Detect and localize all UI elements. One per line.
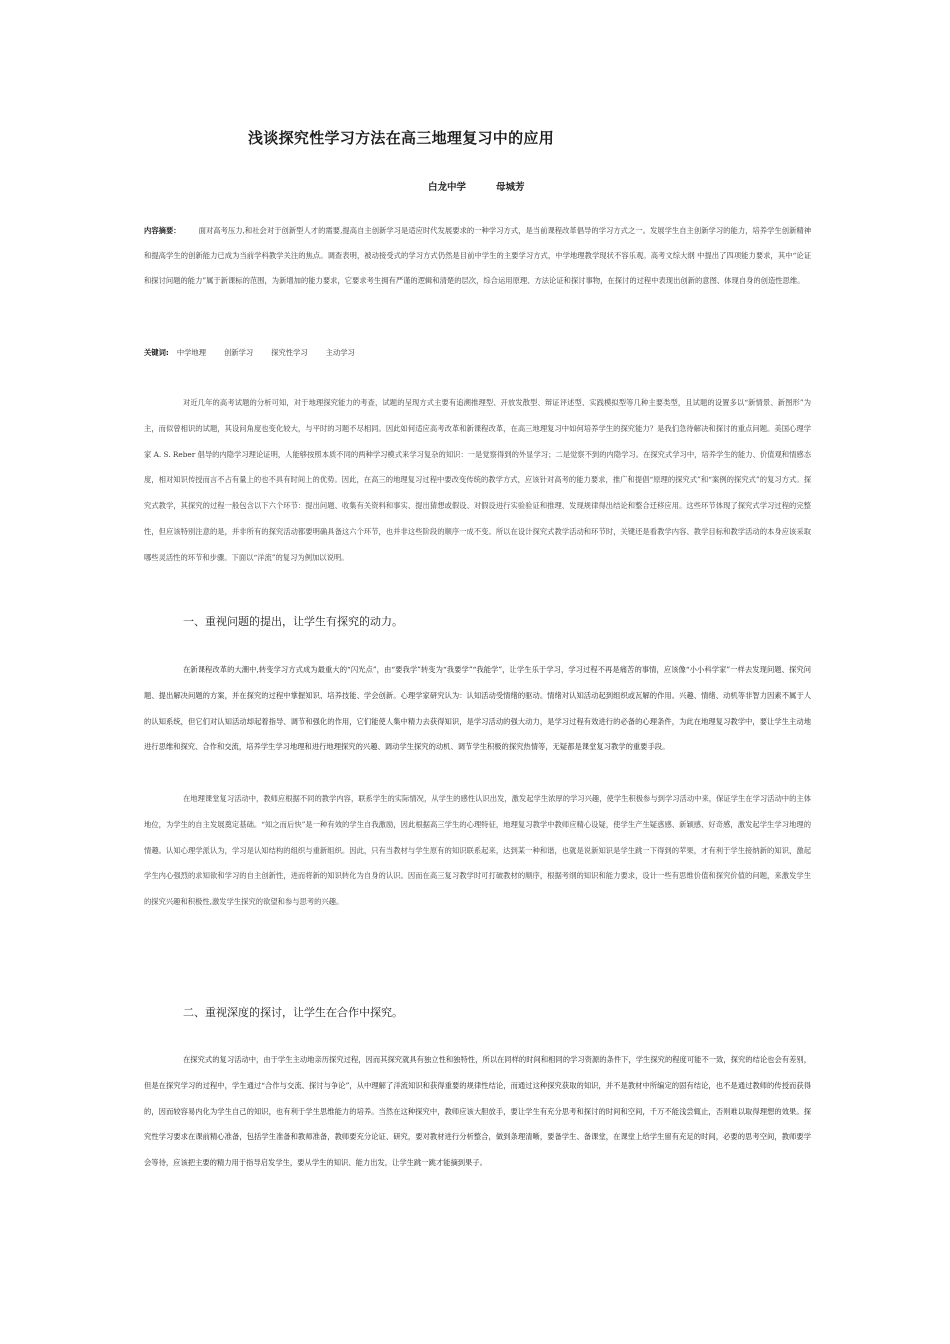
document-title: 浅谈探究性学习方法在高三地理复习中的应用 <box>248 129 555 147</box>
abstract <box>144 218 811 294</box>
section-2-paragraph-1: 在探究式的复习活动中，由于学生主动地亲历探究过程，因而其探究就具有独立性和独特性，所以在同样的时间和相同的学习资源的条件下，学生探究的程度可能不一致，探究的结论也会有差别，但是在探究学习的过程中，学生通过“合作与交流、探讨与争论”，从中理解了洋流知识和获得重要的规律性结论，而通过这种探究获取的知识，并不是教材中所编定的固有结论，也不是通过教师的传授而获得的，因而较容易内化为学生自己的知识，也有利于学生思维能力的培养。当然在这种探究中，教师应该大胆放手，要让学生有充分思考和探讨的时间和空间，千万不能浅尝辄止，否则难以取得理想的效果。探究性学习要求在课前精心准备，包括学生准备和教师准备，教师要充分论证、研究，要对教材进行分析整合，做到条理清晰，要备学生、备课堂，在课堂上给学生留有充足的时间，必要的思考空间，教师要学会等待，应该把主要的精力用于指导启发学生，要从学生的知识、能力出发，让学生跳一跳才能摘到果子。 <box>144 1055 811 1168</box>
keyword-item: 创新学习 <box>224 348 254 357</box>
intro-paragraph: 对近几年的高考试题的分析可知，对于地理探究能力的考查，试题的呈现方式主要有追溯推理型、开放发散型、辩证评述型、实践模拟型等几种主要类型，且试题的设置多以“新情景、新图形”为主，而似曾相识的试题，其设问角度也变化较大，与平时的习题不尽相同。因此如何适应高考改革和新课程改革，在高三地理复习中如何培养学生的探究能力？是我们急待解决和探讨的重点问题。美国心理学家 A. S. Reber 倡导的内隐学习理论证明，人能够按照本质不同的两种学习模式来学习复杂的知识：一是觉察得到的外显学习；二是觉察不到的内隐学习。在探究式学习中，培养学生的能力、价值观和情感态度，相对知识传授而言不占有量上的也不具有时间上的优势。因此，在高三的地理复习过程中要改变传统的教学方式，应该针对高考的能力要求，推广和提倡“原理的探究式”和“案例的探究式”的复习方式。探究式教学，其探究的过程一般包含以下六个环节：提出问题、收集有关资料和事实、提出猜想或假设、对假设进行实验验证和推理、发现规律得出结论和整合迁移应用。这些环节体现了探究式学习过程的完整性，但应该特别注意的是，并非所有的探究活动都要明确具备这六个环节，也并非这些阶段的顺序一成不变。所以在设计探究式教学活动和环节时，关键还是看教学内容、教学目标和教学活动的本身应该采取哪些灵活性的环节和步骤。下面以“洋流”的复习为例加以说明。 <box>144 398 811 562</box>
section-1-paragraph-2: 在地理课堂复习活动中，教师应根据不同的教学内容，联系学生的实际情况，从学生的感性认识出发，激发起学生浓厚的学习兴趣，使学生积极参与到学习活动中来，保证学生在学习活动中的主体地位，为学生的自主发展奠定基础。“知之而后快”是一种有效的学生自我激励，因此根据高三学生的心理特征，地理复习教学中教师应精心设疑，使学生产生疑惑感、新颖感、好奇感，激发起学生学习地理的情趣。认知心理学派认为，学习是认知结构的组织与重新组织。因此，只有当教材与学生原有的知识联系起来，达到某一种和谐，也就是说新知识是学生跳一下得到的苹果，才有利于学生接纳新的知识，激起学生内心强烈的求知欲和学习的自主创新性，进而将新的知识转化为自身的认识。因而在高三复习教学时可打破教材的顺序，根据考纲的知识和能力要求，设计一些有思维价值和探究价值的问题，来激发学生的探究兴趣和积极性,激发学生探究的欲望和参与思考的兴趣。 <box>144 794 811 907</box>
section-1-heading: 一、重视问题的提出，让学生有探究的动力。 <box>183 615 403 628</box>
abstract-label: 内容摘要： <box>144 226 181 235</box>
keyword-item: 主动学习 <box>325 348 355 357</box>
abstract-text: 面对高考压力,和社会对于创新型人才的需要,提高自主创新学习是适应时代发展要求的一种学习方式，是当前课程改革倡导的学习方式之一。发展学生自主创新学习的能力，培养学生创新精神和提高学生的创新能力已成为当前学科教学关注的焦点。调查表明，被动接受式的学习方式仍然是目前中学生的主要学习方式，中学地理教学现状不容乐观。高考文综大纲 中提出了四项能力要求，其中“论证和探讨问题的能力”属于新课标的范围，为新增加的能力要求，它要求考生拥有严谨的逻辑和清楚的层次，综合运用原理、方法论证和探讨事物，在探讨的过程中表现出创新的意图、体现自身的创造性思维。 <box>144 226 812 286</box>
keyword-item: 探究性学习 <box>271 348 308 357</box>
author-name: 母城芳 <box>496 182 525 193</box>
section-2-heading: 二、重视深度的探讨，让学生在合作中探究。 <box>183 1006 403 1019</box>
keywords <box>144 345 373 361</box>
author-school: 白龙中学 <box>428 182 467 193</box>
keywords-label: 关键词: <box>144 348 169 357</box>
keyword-item: 中学地理 <box>176 348 206 357</box>
section-1-paragraph-1: 在新课程改革的大潮中,转变学习方式成为最重大的“闪光点”，由“要我学”转变为“我要学”“我能学”，让学生乐于学习，学习过程不再是痛苦的事情，应该像“小小科学家”一样去发现问题、探究问题、提出解决问题的方案，并在探究的过程中掌握知识、培养技能、学会创新。心理学家研究认为：认知活动受情绪的驱动。情绪对认知活动起到组织或瓦解的作用。兴趣、情绪、动机等非智力因素不属于人的认知系统，但它们对认知活动却起着指导、调节和强化的作用，它们能使人集中精力去获得知识，是学习活动的强大动力，是学习过程有效进行的必备的心理条件，为此在地理复习教学中，要让学生主动地进行思维和探究、合作和交流，培养学生学习地理和进行地理探究的兴趣、调动学生探究的动机、调节学生积极的探究热情等，无疑都是课堂复习教学的重要手段。 <box>144 665 811 752</box>
